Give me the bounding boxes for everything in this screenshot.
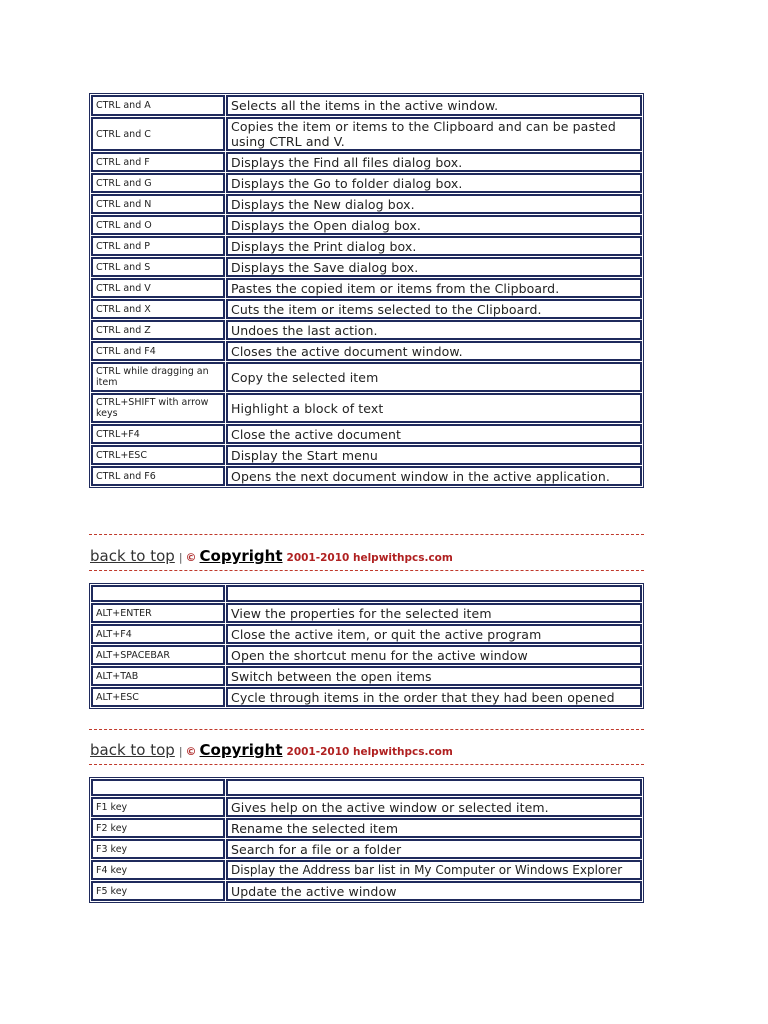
shortcut-key: CTRL and V bbox=[91, 278, 225, 298]
shortcut-description: Close the active document bbox=[226, 424, 642, 444]
back-to-top-link[interactable]: back to top bbox=[90, 547, 175, 565]
shortcut-description: Copies the item or items to the Clipboard and can be pasted using CTRL and V. bbox=[226, 117, 642, 151]
shortcut-key: ALT+ESC bbox=[91, 687, 225, 707]
shortcut-key: F5 key bbox=[91, 881, 225, 901]
table-row bbox=[91, 393, 642, 423]
table-row bbox=[91, 860, 642, 880]
dashed-divider bbox=[89, 534, 644, 535]
back-to-top-link[interactable]: back to top bbox=[90, 741, 175, 759]
shortcut-description: Copy the selected item bbox=[226, 362, 642, 392]
separator: | bbox=[178, 745, 183, 758]
table-row bbox=[91, 466, 642, 486]
ctrl-shortcuts-table bbox=[89, 93, 644, 488]
table-header-row bbox=[91, 779, 642, 796]
shortcut-description: Selects all the items in the active window. bbox=[226, 95, 642, 116]
shortcut-description: Rename the selected item bbox=[226, 818, 642, 838]
table-row bbox=[91, 95, 642, 116]
table-row bbox=[91, 173, 642, 193]
table-header-row bbox=[91, 585, 642, 602]
copyright-years: 2001-2010 helpwithpcs.com bbox=[286, 552, 453, 564]
table-row bbox=[91, 603, 642, 623]
shortcut-description: Switch between the open items bbox=[226, 666, 642, 686]
function-keys-table bbox=[89, 777, 644, 903]
table-row bbox=[91, 320, 642, 340]
copyright-icon: © bbox=[185, 745, 197, 758]
header-cell bbox=[226, 779, 642, 796]
shortcut-description: Update the active window bbox=[226, 881, 642, 901]
table-row bbox=[91, 881, 642, 901]
dashed-divider bbox=[89, 729, 644, 730]
shortcut-description: Displays the Save dialog box. bbox=[226, 257, 642, 277]
separator: | bbox=[178, 551, 183, 564]
shortcut-key: CTRL and A bbox=[91, 95, 225, 116]
shortcut-key: CTRL and N bbox=[91, 194, 225, 214]
shortcut-key: CTRL and X bbox=[91, 299, 225, 319]
table-row bbox=[91, 341, 642, 361]
shortcut-key: CTRL and Z bbox=[91, 320, 225, 340]
table-row bbox=[91, 818, 642, 838]
table-row bbox=[91, 445, 642, 465]
shortcut-description: Displays the Find all files dialog box. bbox=[226, 152, 642, 172]
shortcut-description: Close the active item, or quit the active program bbox=[226, 624, 642, 644]
dashed-divider bbox=[89, 570, 644, 571]
copyright-icon: © bbox=[185, 551, 197, 564]
table-row bbox=[91, 194, 642, 214]
shortcut-key: CTRL and S bbox=[91, 257, 225, 277]
shortcut-key: F2 key bbox=[91, 818, 225, 838]
alt-shortcuts-table bbox=[89, 583, 644, 709]
shortcut-description: Displays the Print dialog box. bbox=[226, 236, 642, 256]
shortcut-description: Search for a file or a folder bbox=[226, 839, 642, 859]
footer-nav bbox=[90, 547, 453, 565]
shortcut-key: CTRL+ESC bbox=[91, 445, 225, 465]
table-row bbox=[91, 362, 642, 392]
table-row bbox=[91, 424, 642, 444]
table-row bbox=[91, 152, 642, 172]
shortcut-key: CTRL and O bbox=[91, 215, 225, 235]
shortcut-key: ALT+TAB bbox=[91, 666, 225, 686]
header-cell bbox=[226, 585, 642, 602]
copyright-link[interactable]: Copyright bbox=[199, 547, 283, 565]
table-row bbox=[91, 117, 642, 151]
shortcut-description: Opens the next document window in the active application. bbox=[226, 466, 642, 486]
table-row bbox=[91, 666, 642, 686]
header-cell bbox=[91, 779, 225, 796]
shortcut-key: ALT+F4 bbox=[91, 624, 225, 644]
table-row bbox=[91, 645, 642, 665]
shortcut-description: Highlight a block of text bbox=[226, 393, 642, 423]
shortcut-description: Displays the Go to folder dialog box. bbox=[226, 173, 642, 193]
table-row bbox=[91, 278, 642, 298]
shortcut-description: Display the Start menu bbox=[226, 445, 642, 465]
shortcut-description: Display the Address bar list in My Computer or Windows Explorer bbox=[226, 860, 642, 880]
table-row bbox=[91, 299, 642, 319]
shortcut-description: Cycle through items in the order that they had been opened bbox=[226, 687, 642, 707]
shortcut-key: ALT+ENTER bbox=[91, 603, 225, 623]
shortcut-description: Cuts the item or items selected to the Clipboard. bbox=[226, 299, 642, 319]
dashed-divider bbox=[89, 764, 644, 765]
shortcut-key: CTRL and C bbox=[91, 117, 225, 151]
shortcut-description: Pastes the copied item or items from the Clipboard. bbox=[226, 278, 642, 298]
shortcut-key: CTRL and G bbox=[91, 173, 225, 193]
shortcut-key: F4 key bbox=[91, 860, 225, 880]
footer-nav bbox=[90, 741, 453, 759]
shortcut-key: CTRL and F6 bbox=[91, 466, 225, 486]
shortcut-description: View the properties for the selected item bbox=[226, 603, 642, 623]
shortcut-key: CTRL and F bbox=[91, 152, 225, 172]
table-row bbox=[91, 839, 642, 859]
shortcut-description: Displays the Open dialog box. bbox=[226, 215, 642, 235]
shortcut-description: Undoes the last action. bbox=[226, 320, 642, 340]
table-row bbox=[91, 687, 642, 707]
table-row bbox=[91, 257, 642, 277]
table-row bbox=[91, 797, 642, 817]
copyright-years: 2001-2010 helpwithpcs.com bbox=[286, 746, 453, 758]
shortcut-description: Closes the active document window. bbox=[226, 341, 642, 361]
shortcut-key: CTRL+SHIFT with arrow keys bbox=[91, 393, 225, 423]
copyright-link[interactable]: Copyright bbox=[199, 741, 283, 759]
table-row bbox=[91, 215, 642, 235]
shortcut-description: Gives help on the active window or selected item. bbox=[226, 797, 642, 817]
shortcut-description: Open the shortcut menu for the active window bbox=[226, 645, 642, 665]
shortcut-key: ALT+SPACEBAR bbox=[91, 645, 225, 665]
shortcut-key: CTRL+F4 bbox=[91, 424, 225, 444]
header-cell bbox=[91, 585, 225, 602]
shortcut-description: Displays the New dialog box. bbox=[226, 194, 642, 214]
shortcut-key: CTRL and P bbox=[91, 236, 225, 256]
table-row bbox=[91, 624, 642, 644]
shortcut-key: F3 key bbox=[91, 839, 225, 859]
table-row bbox=[91, 236, 642, 256]
shortcut-key: F1 key bbox=[91, 797, 225, 817]
shortcut-key: CTRL and F4 bbox=[91, 341, 225, 361]
shortcut-key: CTRL while dragging an item bbox=[91, 362, 225, 392]
